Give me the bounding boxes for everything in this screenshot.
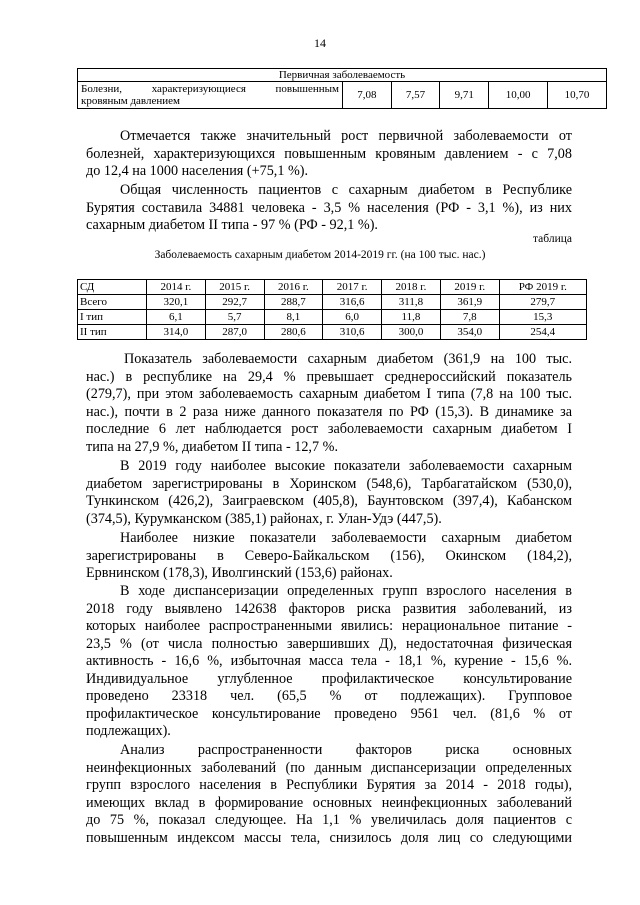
table-cell: 361,9: [440, 295, 499, 310]
primary-incidence-table: [77, 68, 607, 109]
column-header: СД: [78, 280, 147, 295]
table-cell: 311,8: [382, 295, 441, 310]
page-number: 14: [314, 36, 326, 50]
paragraph: Общая численность пациентов с сахарным диабетом в Республике Бурятия составила 34881 человека - 3,5 % населения (РФ - 3,1 %), из них сахарным диабетом II типа - 97 % (РФ - 92,1 %).: [86, 182, 572, 233]
table-cell: 279,7: [499, 295, 586, 310]
table-header-row: [78, 280, 587, 295]
table-cell: 292,7: [205, 295, 264, 310]
table-cell: 314,0: [147, 325, 206, 340]
column-header: 2019 г.: [440, 280, 499, 295]
table-cell: 280,6: [264, 325, 323, 340]
table-cell: 287,0: [205, 325, 264, 340]
paragraph: В ходе диспансеризации определенных групп взрослого населения в 2018 году выявлено 142638 факторов риска развития заболеваний, из которых наиболее распространенными явились: нерациональное питание - 23,5 % (от числа полностью завершивших Д), недостаточная физическая активность - 16,6 %, избыточная масса тела - 18,1 %, курение - 15,6 %. Индивидуальное углубленное профилактическое консультирование проведено 23318 чел. (65,5 % от подлежащих). Групповое профилактическое консультирование проведено 9561 чел. (81,6 % от подлежащих).: [86, 583, 572, 739]
table-cell: 11,8: [382, 310, 441, 325]
table-cell: 7,8: [440, 310, 499, 325]
table-cell: Всего: [78, 295, 147, 310]
column-header: 2014 г.: [147, 280, 206, 295]
table-cell: 320,1: [147, 295, 206, 310]
table-cell: 254,4: [499, 325, 586, 340]
table-row: [78, 310, 587, 325]
table-cell: 9,71: [440, 82, 489, 109]
paragraph: Показатель заболеваемости сахарным диабетом (361,9 на 100 тыс. нас.) в республике на 29,4 % превышает среднероссийский показатель (279,7), при этом заболеваемость сахарным диабетом I типа (7,8 на 100 тыс. нас.), почти в 2 раза ниже данного показателя по РФ (15,3). В динамике за последние 6 лет наблюдается рост заболеваемости сахарным диабетом I типа на 27,9 %, диабетом II типа - 12,7 %.: [86, 351, 572, 455]
table-cell: II тип: [78, 325, 147, 340]
table-cell: 7,08: [343, 82, 392, 109]
table-cell: I тип: [78, 310, 147, 325]
table-row: [78, 325, 587, 340]
paragraph: Анализ распространенности факторов риска основных неинфекционных заболеваний (по данным диспансеризации определенных групп взрослого населения в Республики Бурятия за 2014 - 2018 годы), имеющих вклад в формирование основных неинфекционных заболеваний до 75 %, показал следующее. На 1,1 % увеличилась доля пациентов с повышенным индексом массы тела, снизилось доля лиц со следующими: [86, 742, 572, 846]
table-row: [78, 295, 587, 310]
table-row: [78, 82, 607, 109]
table-cell: 288,7: [264, 295, 323, 310]
column-header: 2017 г.: [323, 280, 382, 295]
table-header: Первичная заболеваемость: [78, 69, 607, 82]
table-cell: 300,0: [382, 325, 441, 340]
table-cell: 10,00: [489, 82, 548, 109]
table-cell: 316,6: [323, 295, 382, 310]
table-cell: 15,3: [499, 310, 586, 325]
column-header: РФ 2019 г.: [499, 280, 586, 295]
table-cell: 8,1: [264, 310, 323, 325]
row-label: Болезни, характеризующиеся повышенным кровяным давлением: [78, 82, 343, 109]
table-cell: 6,0: [323, 310, 382, 325]
table-cell: 354,0: [440, 325, 499, 340]
paragraph: Отмечается также значительный рост первичной заболеваемости от болезней, характеризующихся повышенным кровяным давлением - с 7,08 до 12,4 на 1000 населения (+75,1 %).: [86, 128, 572, 179]
diabetes-incidence-table: [77, 279, 587, 340]
table-cell: 6,1: [147, 310, 206, 325]
column-header: 2018 г.: [382, 280, 441, 295]
column-header: 2015 г.: [205, 280, 264, 295]
table-cell: 310,6: [323, 325, 382, 340]
table-cell: 10,70: [548, 82, 607, 109]
table-cell: 7,57: [391, 82, 440, 109]
table-note: таблица: [533, 233, 572, 245]
table-cell: 5,7: [205, 310, 264, 325]
column-header: 2016 г.: [264, 280, 323, 295]
table-title: Заболеваемость сахарным диабетом 2014-2019 гг. (на 100 тыс. нас.): [154, 249, 486, 261]
paragraph: Наиболее низкие показатели заболеваемости сахарным диабетом зарегистрированы в Северо-Байкальском (156), Окинском (184,2), Ервнинском (178,3), Иволгинский (153,6) районах.: [86, 530, 572, 581]
paragraph: В 2019 году наиболее высокие показатели заболеваемости сахарным диабетом зарегистрированы в Хоринском (548,6), Тарбагатайском (530,0), Тункинском (426,2), Заиграевском (405,8), Баунтовском (397,4), Кабанском (374,5), Курумканском (385,1) районах, г. Улан-Удэ (447,5).: [86, 458, 572, 527]
